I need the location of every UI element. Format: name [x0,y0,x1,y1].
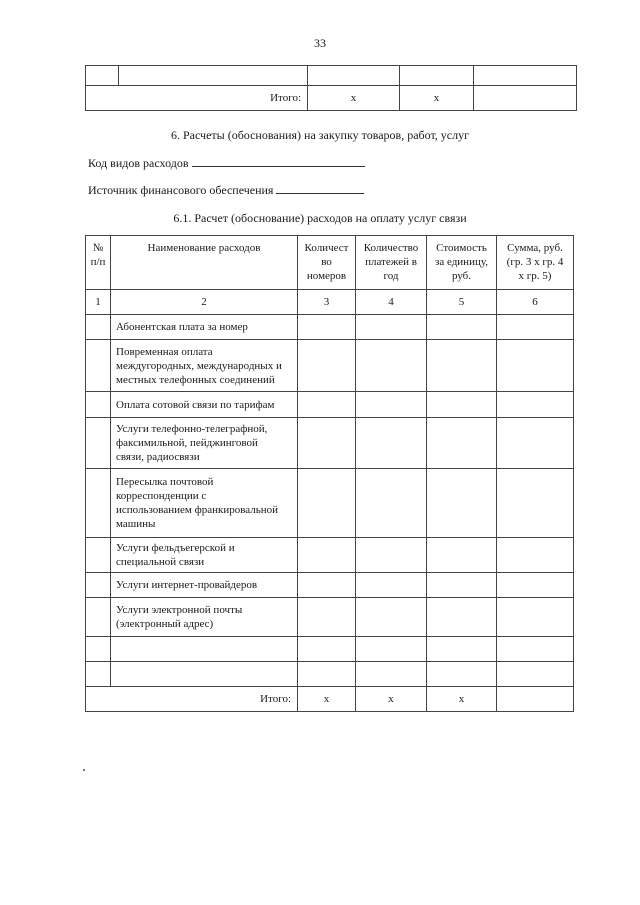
column-header-line: (гр. 3 х гр. 4 [506,256,564,268]
value-cell [427,573,497,598]
expense-name-cell [111,637,298,662]
row-number-cell [86,573,111,598]
column-header-line: платежей в [365,256,417,268]
row-number-cell [86,538,111,573]
column-number: 4 [356,290,427,315]
value-cell [427,340,497,392]
column-header [298,236,356,290]
column-header [497,236,574,290]
value-cell [497,340,574,392]
total-mark: х [400,86,474,111]
funding-source-label: Источник финансового обеспечения [88,183,274,197]
expense-name-line: Повременная оплата [116,345,213,358]
expense-code-field [88,156,365,171]
table-row [86,66,577,86]
column-number-row [86,290,574,315]
column-number: 2 [111,290,298,315]
column-header [427,236,497,290]
expense-name-line: Услуги телефонно-телеграфной, [116,423,268,435]
value-cell [497,637,574,662]
value-cell [427,469,497,538]
value-cell [497,598,574,637]
total-sum-cell [497,687,574,712]
table-row [86,418,574,469]
expense-name-line: использованием франкировальной [116,504,279,516]
value-cell [298,662,356,687]
header-row [86,236,574,290]
value-cell [356,340,427,392]
value-cell [356,418,427,469]
column-header [86,236,111,290]
value-cell [497,392,574,418]
value-cell [298,315,356,340]
value-cell [356,662,427,687]
column-header-line: Количество [363,242,419,254]
value-cell [298,538,356,573]
value-cell [427,637,497,662]
column-header-line: номеров [306,270,347,282]
value-cell [356,598,427,637]
column-header-line: Сумма, руб. [507,242,563,254]
value-cell [427,392,497,418]
expense-name-line: Пересылка почтовой [116,476,214,488]
value-cell [427,662,497,687]
total-label: Итого: [86,687,298,712]
column-number: 3 [298,290,356,315]
expense-name-line: корреспонденции с [116,490,207,502]
total-row [86,86,577,111]
expense-name-cell [111,418,298,469]
value-cell [356,637,427,662]
expense-code-blank [192,156,365,167]
row-number-cell [86,469,111,538]
row-number-cell [86,637,111,662]
expense-name-line: местных телефонных соединений [116,373,275,386]
table-row [86,598,574,637]
value-cell [298,637,356,662]
communication-services-table [85,235,574,712]
value-cell [497,469,574,538]
column-header-line: х гр. 5) [518,270,552,282]
column-number: 6 [497,290,574,315]
expense-name-line: Абонентская плата за номер [116,321,248,333]
total-mark: х [298,687,356,712]
expense-name-cell [111,573,298,598]
row-number-cell [86,662,111,687]
funding-source-blank [276,183,364,194]
value-cell [356,538,427,573]
total-row [86,687,574,712]
value-cell [427,418,497,469]
column-header [356,236,427,290]
column-number: 5 [427,290,497,315]
column-header-line: № [92,242,104,254]
column-header-line: Количест [304,242,349,254]
table-row [86,469,574,538]
column-number: 1 [86,290,111,315]
table-row [86,392,574,418]
table-row [86,315,574,340]
expense-name-cell [111,469,298,538]
column-header-line: Стоимость [436,242,487,254]
table-row [86,662,574,687]
value-cell [497,418,574,469]
column-header-line: во [321,256,332,268]
expense-name-line: Услуги электронной почты [116,604,243,616]
table-row [86,637,574,662]
expense-name-line: Оплата сотовой связи по тарифам [116,398,275,411]
expense-name-line: специальной связи [116,556,205,568]
column-header-line: год [383,270,399,282]
expense-name-cell [111,598,298,637]
expense-name-line: междугородных, международных и [116,359,282,372]
expense-name-cell [111,392,298,418]
row-number-cell [86,418,111,469]
value-cell [497,538,574,573]
total-label: Итого: [86,86,308,111]
expense-name-cell [111,538,298,573]
row-number-cell [86,315,111,340]
expense-name-cell [111,340,298,392]
column-header-line: Наименование расходов [147,242,261,254]
expense-name-cell [111,315,298,340]
value-cell [356,469,427,538]
row-number-cell [86,392,111,418]
value-cell [427,598,497,637]
value-cell [427,538,497,573]
total-mark: х [356,687,427,712]
table-row [86,340,574,392]
value-cell [497,662,574,687]
expense-name-line: Услуги интернет-провайдеров [116,579,258,591]
expense-code-label: Код видов расходов [88,156,189,170]
row-number-cell [86,598,111,637]
value-cell [298,573,356,598]
section-6-1-title: 6.1. Расчет (обоснование) расходов на оплату услуг связи [173,211,467,225]
value-cell [298,598,356,637]
value-cell [356,573,427,598]
value-cell [356,315,427,340]
value-cell [497,315,574,340]
page-number: 33 [314,36,326,50]
value-cell [298,418,356,469]
section-6-title: 6. Расчеты (обоснования) на закупку товаров, работ, услуг [170,128,470,142]
expense-name-cell [111,662,298,687]
column-header-line: п/п [90,256,106,268]
value-cell [427,315,497,340]
previous-section-table [85,65,577,111]
expense-name-line: машины [116,518,156,530]
row-number-cell [86,340,111,392]
expense-name-line: (электронный адрес) [116,618,214,630]
value-cell [298,469,356,538]
expense-name-line: Услуги фельдъегерской и [116,542,235,554]
value-cell [356,392,427,418]
column-header [111,236,298,290]
scan-speck [83,769,85,771]
value-cell [497,573,574,598]
value-cell [298,340,356,392]
table-row [86,538,574,573]
column-header-line: за единицу, [434,256,488,268]
expense-name-line: факсимильной, пейджинговой [116,437,258,449]
funding-source-field [88,183,364,198]
expense-name-line: связи, радиосвязи [116,451,200,463]
column-header-line: руб. [451,270,472,282]
value-cell [298,392,356,418]
table-row [86,573,574,598]
total-mark: х [427,687,497,712]
total-mark: х [308,86,400,111]
